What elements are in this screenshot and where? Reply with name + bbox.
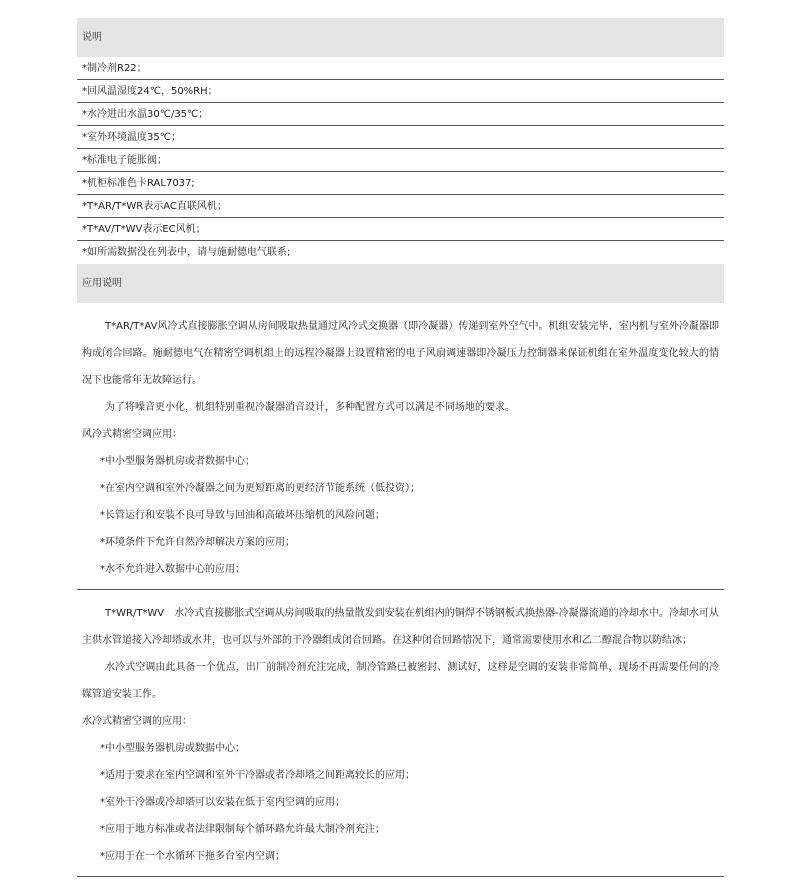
water-paragraph: 水冷式空调由此具备一个优点，出厂前制冷剂充注完成，制冷管路已被密封、测试好，这样是空调的安装非常简单，现场不再需要任何的冷媒管道安装工作。 — [82, 662, 719, 700]
water-applications-label: 水冷式精密空调的应用： — [82, 716, 192, 727]
air-applications-list — [77, 448, 724, 583]
notes-list — [77, 58, 724, 264]
list-item: *应用于地方标准或者法律限制每个循环路允许最大制冷剂充注； — [100, 824, 385, 835]
water-paragraph: T*WR/T*WV 水冷式直接膨胀式空调从房间吸取的热量散发到安装在机组内的铜焊不锈钢板式换热器-冷凝器流通的冷却水中。冷却水可从主供水管道接入冷却塔或水井，也可以与外部的干冷器组成闭合回路。在这种闭合回路情况下，通常需要使用水和乙二醇混合物以防结冰； — [82, 608, 719, 646]
note-item: *水冷进出水温30℃/35℃； — [77, 104, 724, 126]
list-item: *在室内空调和室外冷凝器之间为更短距离的更经济节能系统（低投资）； — [100, 483, 420, 494]
list-item: *中小型服务器机房或数据中心； — [100, 743, 245, 754]
water-applications-list — [77, 735, 724, 870]
list-item: *环境条件下允许自然冷却解决方案的应用； — [100, 537, 295, 548]
application-heading: 应用说明 — [77, 264, 724, 303]
water-cooled-section — [77, 590, 724, 870]
list-item: *水不允许进入数据中心的应用； — [100, 564, 245, 575]
list-item: *应用于在一个水循环下拖多台室内空调； — [100, 851, 285, 862]
air-paragraph: 为了将噪音更小化，机组特别重视冷凝器消音设计，多种配置方式可以满足不同场地的要求。 — [105, 402, 515, 413]
note-item: *回风温湿度24℃，50%RH； — [77, 81, 724, 103]
section-divider — [77, 876, 724, 877]
note-item: *标准电子能胀阀； — [77, 150, 724, 172]
air-cooled-section — [77, 303, 724, 583]
note-item: *室外环境温度35℃； — [77, 127, 724, 149]
note-item: *T*AR/T*WR表示AC直联风机； — [77, 196, 724, 218]
list-item: *室外干冷器或冷却塔可以安装在低于室内空调的应用； — [100, 797, 345, 808]
list-item: *适用于要求在室内空调和室外干冷器或者冷却塔之间距离较长的应用； — [100, 770, 415, 781]
note-item: *T*AV/T*WV表示EC风机； — [77, 219, 724, 241]
note-item: *制冷剂R22； — [77, 58, 724, 80]
list-item: *中小型服务器机房或者数据中心； — [100, 456, 255, 467]
note-item: *机柜标准色卡RAL7037; — [77, 173, 724, 195]
note-item: *如所需数据没在列表中，请与施耐德电气联系; — [82, 247, 291, 258]
air-applications-label: 风冷式精密空调应用： — [82, 429, 182, 440]
list-item: *长管运行和安装不良可导致与回油和高破坏压缩机的风险问题； — [100, 510, 385, 521]
document — [77, 18, 724, 877]
notes-heading: 说明 — [77, 18, 724, 57]
air-paragraph: T*AR/T*AV风冷式直接膨胀空调从房间吸取热量通过风冷式交换器（即冷凝器）传递到室外空气中。机组安装完毕，室内机与室外冷凝器即构成闭合回路。施耐德电气在精密空调机组上的远程冷凝器上设置精密的电子风扇调速器即冷凝压力控制器来保证机组在室外温度变化较大的情况下也能常年无故障运行。 — [82, 321, 719, 386]
